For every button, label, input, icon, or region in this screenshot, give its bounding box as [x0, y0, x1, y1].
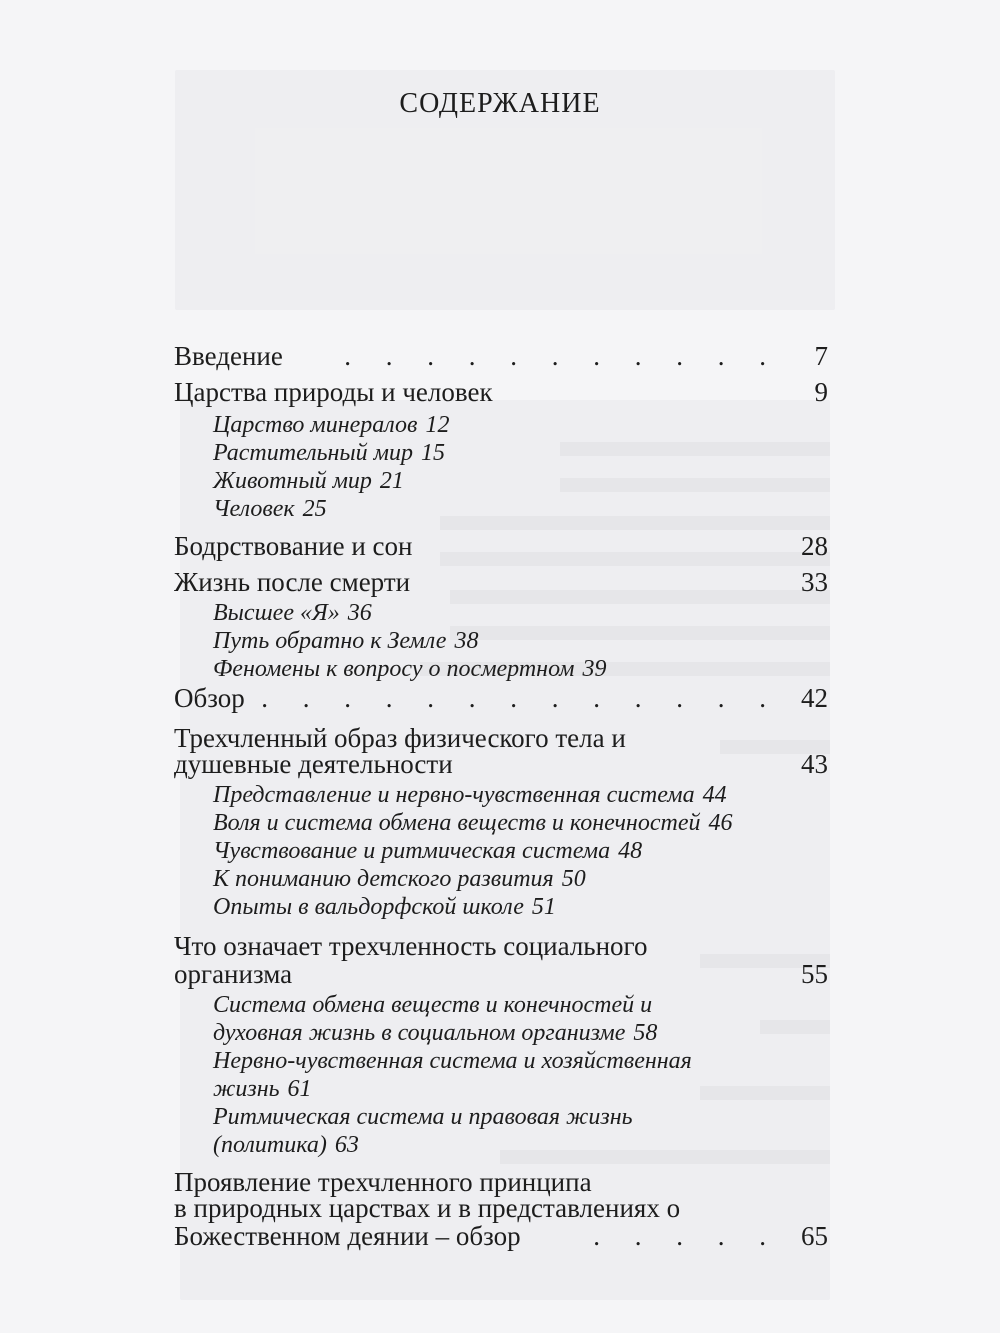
toc-entry-page: 33 — [801, 567, 828, 597]
toc-entry-page: 7 — [814, 341, 828, 371]
toc-subentry: Растительный мир 15 — [213, 440, 445, 466]
toc-entry-kingdoms — [174, 376, 828, 408]
toc-subentry: Животный мир 21 — [213, 468, 404, 494]
toc-leader-dots: . . . . . . . . . . . . . — [261, 683, 780, 713]
toc-entry-label: Введение — [174, 341, 283, 371]
toc-entry-label-line2: в природных царствах и в представлениях о — [174, 1193, 681, 1223]
toc-subentry: К пониманию детского развития 50 — [213, 866, 586, 892]
toc-leader-dots: . . . . . — [593, 1221, 780, 1251]
toc-subentry-page: 39 — [582, 656, 607, 682]
toc-entry-label-line2: организма — [174, 959, 293, 989]
toc-entry-label-line1: Трехчленный образ физического тела и — [174, 723, 626, 753]
toc-subentry: Опыты в вальдорфской школе 51 — [213, 894, 556, 920]
toc-entry-label-line1: Проявление трехчленного принципа — [174, 1167, 592, 1197]
toc-subentry-page: 48 — [618, 838, 643, 864]
toc-subentry-continued: (политика) 63 — [213, 1132, 359, 1158]
toc-subentry: Система обмена веществ и конечностей и — [213, 992, 653, 1018]
toc-entry-label: Царства природы и человек — [174, 377, 493, 407]
toc-subentry-page: 25 — [302, 496, 327, 522]
toc-entry-life-after-death — [174, 566, 828, 598]
toc-subentry-page: 38 — [454, 628, 479, 654]
toc-subentry-page: 50 — [561, 866, 586, 892]
toc-subentry: Феномены к вопросу о посмертном 39 — [213, 656, 607, 682]
toc-subentry: Представление и нервно-чувственная система 44 — [213, 782, 727, 808]
toc-subentry-page: 58 — [633, 1020, 658, 1046]
toc-subentry-continued: духовная жизнь в социальном организме 58 — [213, 1020, 658, 1046]
toc-subentry: Ритмическая система и правовая жизнь — [213, 1104, 633, 1130]
toc-entry-label: Бодрствование и сон — [174, 531, 413, 561]
toc-entry-page: 43 — [801, 749, 828, 779]
toc-entry-label-line1: Что означает трехчленность социального — [174, 931, 648, 961]
toc-subentry-page: 44 — [702, 782, 727, 808]
toc-entry-threefold-body-line2 — [174, 748, 828, 780]
toc-entry-label: Жизнь после смерти — [174, 567, 411, 597]
toc-entry-page: 9 — [814, 377, 828, 407]
toc-subentry: Высшее «Я» 36 — [213, 600, 372, 626]
toc-entry-threefold-principle-line3 — [174, 1220, 828, 1252]
page-title: СОДЕРЖАНИЕ — [399, 88, 601, 119]
toc-leader-dots: . . . . . . . . . . . — [344, 341, 780, 371]
toc-entry-page: 28 — [801, 531, 828, 561]
toc-subentry-page: 61 — [287, 1076, 312, 1102]
toc-entry-page: 42 — [801, 683, 828, 713]
toc-entry-label: Обзор — [174, 683, 245, 713]
toc-entry-label-line2: душевные деятельности — [174, 749, 453, 779]
toc-entry-social-organism-line2 — [174, 958, 828, 990]
toc-subentry-page: 63 — [334, 1132, 359, 1158]
toc-subentry: Путь обратно к Земле 38 — [213, 628, 479, 654]
toc-subentry-page: 21 — [379, 468, 404, 494]
toc-entry-label-line3: Божественном деянии – обзор — [174, 1221, 521, 1251]
toc-subentry: Чувствование и ритмическая система 48 — [213, 838, 643, 864]
toc-subentry: Воля и система обмена веществ и конечностей 46 — [213, 810, 733, 836]
toc-entry-introduction — [174, 340, 828, 372]
toc-subentry-page: 46 — [708, 810, 733, 836]
toc-subentry-page: 15 — [420, 440, 445, 466]
toc-entry-page: 55 — [801, 959, 828, 989]
toc-subentry-page: 12 — [425, 412, 450, 438]
toc-subentry: Нервно-чувственная система и хозяйственная — [213, 1048, 692, 1074]
toc-subentry-page: 51 — [531, 894, 556, 920]
toc-subentry: Царство минералов 12 — [213, 412, 450, 438]
toc-subentry: Человек 25 — [213, 496, 327, 522]
toc-entry-waking-sleep — [174, 530, 828, 562]
toc-subentry-page: 36 — [347, 600, 372, 626]
toc-entry-overview — [174, 682, 828, 714]
toc-subentry-continued: жизнь 61 — [213, 1076, 312, 1102]
toc-entry-page: 65 — [801, 1221, 828, 1251]
